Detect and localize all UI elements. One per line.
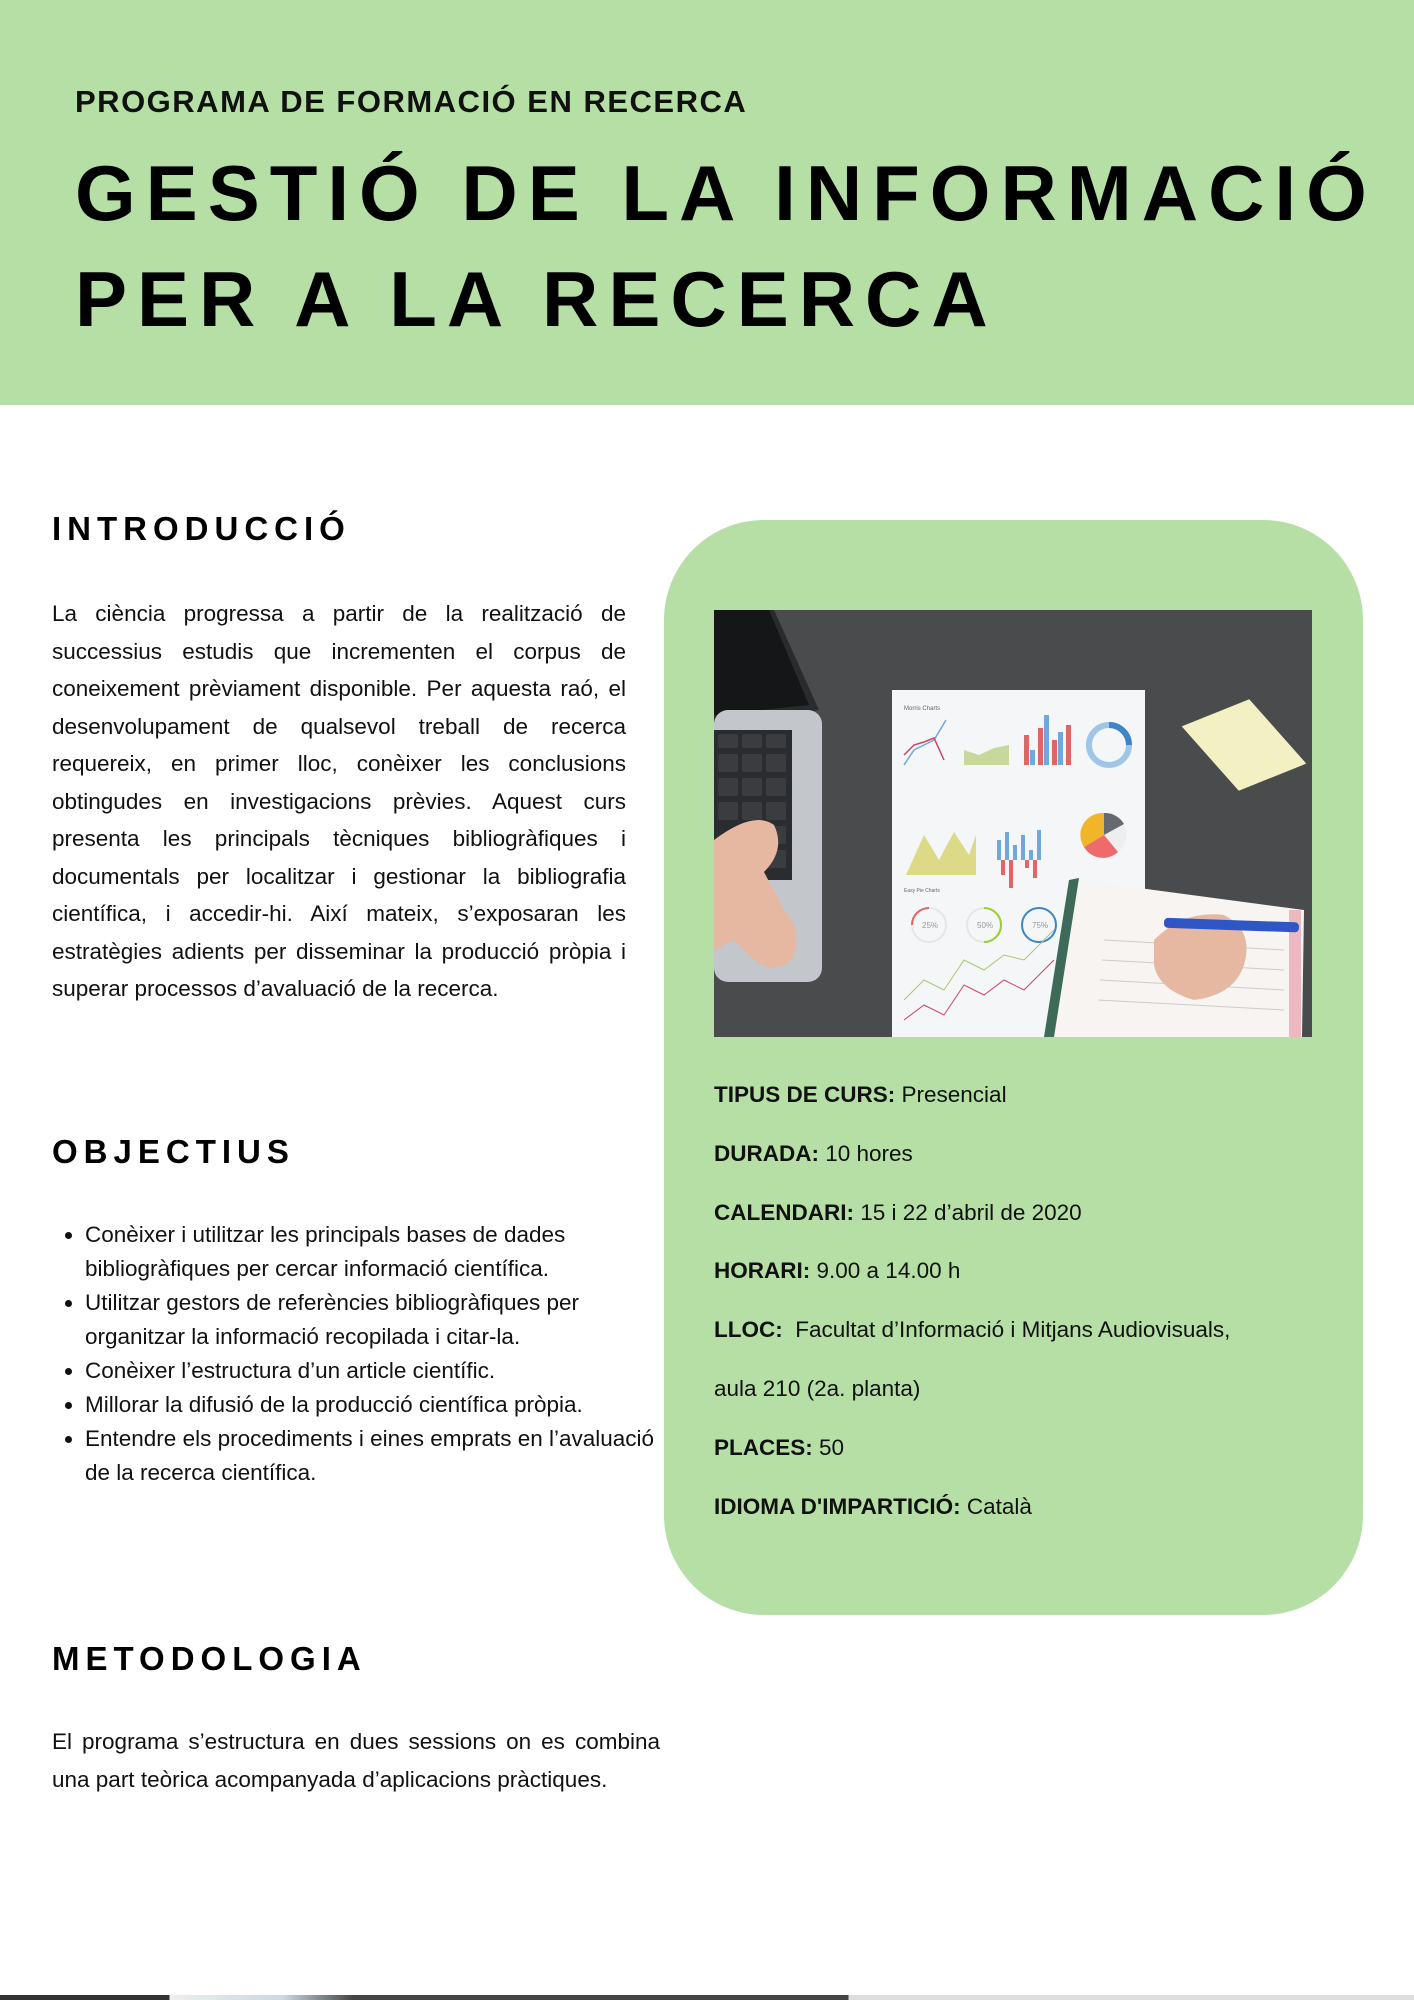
objectius-heading: OBJECTIUS — [52, 1133, 295, 1170]
svg-text:Easy Pie Charts: Easy Pie Charts — [904, 888, 940, 894]
svg-text:25%: 25% — [922, 921, 939, 930]
desk-photo-illustration — [714, 610, 1312, 1037]
metodologia-heading: METODOLOGIA — [52, 1640, 367, 1677]
detail-lloc-aula: aula 210 (2a. planta) — [714, 1375, 921, 1401]
detail-calendari: CALENDARI: 15 i 22 d’abril de 2020 — [714, 1199, 1082, 1225]
list-item: • Utilitzar gestors de referències bibliogràfiques per organitzar la informació recopilada i citar-la. — [85, 1286, 685, 1354]
title-line-2: PER A LA RECERCA — [75, 255, 998, 343]
list-item: • Conèixer i utilitzar les principals bases de dades bibliogràfiques per cercar informació científica. — [85, 1218, 685, 1286]
svg-text:50%: 50% — [977, 921, 994, 930]
program-label: PROGRAMA DE FORMACIÓ EN RECERCA — [75, 84, 748, 119]
detail-tipus-de-curs: TIPUS DE CURS: Presencial — [714, 1082, 1007, 1107]
detail-idioma: IDIOMA D'IMPARTICIÓ: Català — [714, 1493, 1032, 1519]
list-item: • Millorar la difusió de la producció científica pròpia. — [85, 1388, 685, 1422]
introduccio-heading: INTRODUCCIÓ — [52, 510, 351, 547]
detail-durada: DURADA: 10 hores — [714, 1140, 913, 1166]
header-banner — [0, 0, 1414, 405]
svg-text:Morris Charts: Morris Charts — [904, 706, 941, 712]
course-photo — [714, 610, 1312, 1037]
detail-horari: HORARI: 9.00 a 14.00 h — [714, 1258, 961, 1284]
detail-lloc: LLOC: Facultat d’Informació i Mitjans Audiovisuals, — [714, 1317, 1231, 1343]
course-info-card — [664, 520, 1363, 1615]
title-line-1: GESTIÓ DE LA INFORMACIÓ — [75, 149, 1377, 237]
bottom-image-edge — [0, 1995, 1414, 2000]
objectius-list — [52, 1218, 685, 1490]
page-title — [75, 140, 1377, 352]
detail-places: PLACES: 50 — [714, 1434, 845, 1460]
list-item: • Entendre els procediments i eines emprats en l’avaluació de la recerca científica. — [85, 1422, 685, 1490]
introduccio-text: La ciència progressa a partir de la realització de successius estudis que incrementen el corpus de coneixement prèviament disponible. Per aquesta raó, el desenvolupament de qualsevol treball de recerca requereix, en primer lloc, conèixer les conclusions obtingudes en investigacions prèvies. Aquest curs presenta les principals tècniques bibliogràfiques i documentals per localitzar i gestionar la bibliografia científica, i accedir-hi. Així mateix, s’exposaran les estratègies adients per disseminar la producció pròpia i superar processos d’avaluació de la recerca. — [52, 601, 626, 1001]
course-details — [714, 1080, 1334, 1550]
svg-text:75%: 75% — [1032, 921, 1049, 930]
metodologia-text: El programa s’estructura en dues sessions on es combina una part teòrica acompanyada d’aplicacions pràctiques. — [52, 1729, 660, 1792]
list-item: • Conèixer l’estructura d’un article científic. — [85, 1354, 685, 1388]
